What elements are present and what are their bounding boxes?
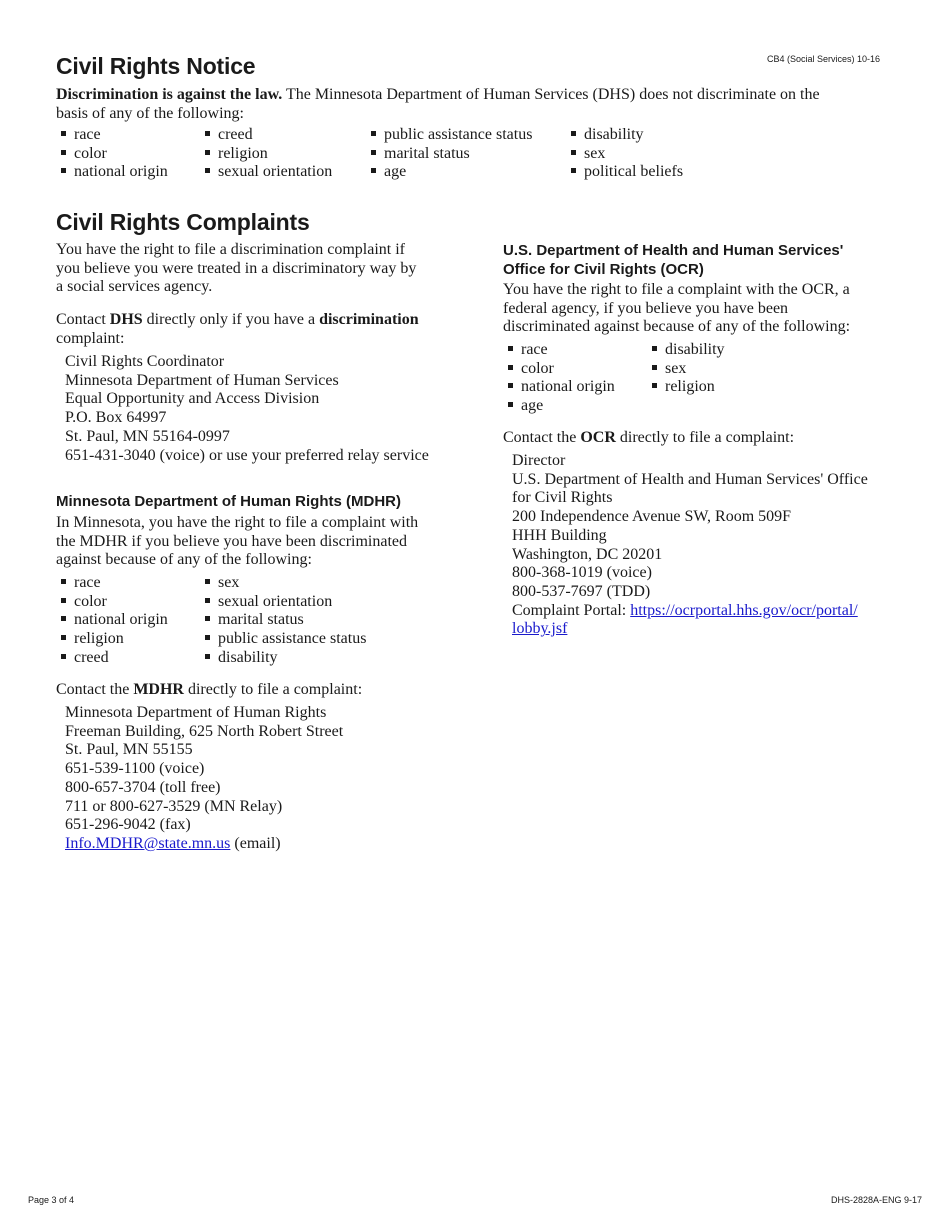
address-line: HHH Building (512, 526, 607, 544)
list-item: marital status (205, 611, 405, 630)
text-line: federal agency, if you believe you have been (503, 299, 789, 317)
text-line: In Minnesota, you have the right to file a complaint with (56, 514, 419, 531)
ocr-portal-link-cont[interactable]: lobby.jsf (512, 620, 568, 638)
mdhr-bases-list (61, 574, 405, 668)
text-line: You have the right to file a complaint with the OCR, a (503, 281, 850, 298)
list-item: color (508, 360, 652, 379)
address-line: St. Paul, MN 55155 (65, 741, 193, 759)
ocr-heading-line-2: Office for Civil Rights (OCR) (503, 261, 704, 278)
address-line: 200 Independence Avenue SW, Room 509F (512, 508, 792, 526)
address-line: 651-539-1100 (voice) (65, 760, 205, 778)
list-item: political beliefs (571, 163, 731, 182)
address-line: 711 or 800-627-3529 (MN Relay) (65, 797, 283, 815)
address-line: U.S. Department of Health and Human Services' Office (512, 470, 868, 488)
email-suffix: (email) (230, 834, 281, 852)
list-item: age (508, 397, 652, 416)
ocr-heading-line-1: U.S. Department of Health and Human Services' (503, 242, 844, 259)
mdhr-intro (56, 514, 466, 570)
address-line: 651-431-3040 (voice) or use your preferred relay service (65, 446, 429, 464)
mdhr-address (65, 704, 465, 854)
lead-bold: Discrimination is against the law. (56, 86, 283, 103)
text-line: you believe you were treated in a discriminatory way by (56, 259, 417, 277)
dhs-bases-list (61, 126, 731, 182)
list-item: disability (205, 649, 405, 668)
list-item: marital status (371, 145, 571, 164)
page-number: Page 3 of 4 (28, 1195, 75, 1205)
list-item: public assistance status (205, 630, 405, 649)
ocr-address (512, 452, 902, 639)
text-line: against because of any of the following: (56, 551, 312, 569)
list-item: age (371, 163, 571, 182)
address-line: 651-296-9042 (fax) (65, 816, 191, 834)
address-line: Minnesota Department of Human Rights (65, 704, 327, 721)
ocr-intro (503, 281, 903, 337)
list-item: national origin (508, 378, 652, 397)
complaints-intro (56, 241, 466, 297)
mdhr-contact-text: Contact the MDHR directly to file a complaint: (56, 681, 363, 698)
bases-col-4 (571, 126, 731, 182)
list-item: national origin (61, 163, 205, 182)
list-item: religion (205, 145, 371, 164)
list-item: creed (205, 126, 371, 145)
list-item: religion (652, 378, 772, 397)
list-item: national origin (61, 611, 205, 630)
text-line: the MDHR if you believe you have been discriminated (56, 532, 408, 550)
dhs-address (65, 353, 465, 465)
list-item: disability (652, 341, 772, 360)
address-line: Equal Opportunity and Access Division (65, 390, 320, 408)
address-line: 800-368-1019 (voice) (512, 564, 652, 582)
document-code: DHS-2828A-ENG 9-17 (830, 1195, 922, 1205)
text-line: discriminated against because of any of the following: (503, 318, 851, 336)
list-item: race (508, 341, 652, 360)
ocr-heading (503, 241, 903, 279)
address-line: 800-537-7697 (TDD) (512, 582, 651, 600)
ocr-contact-text: Contact the OCR directly to file a complaint: (503, 429, 795, 446)
list-item: public assistance status (371, 126, 571, 145)
lead-paragraph (56, 86, 896, 123)
ocr-bases-list (508, 341, 772, 416)
address-line: for Civil Rights (512, 489, 613, 507)
address-line: P.O. Box 64997 (65, 409, 167, 427)
list-item: religion (61, 630, 205, 649)
list-item: color (61, 593, 205, 612)
bases-col-3 (371, 126, 571, 182)
list-item: sex (652, 360, 772, 379)
dhs-contact-text: Contact DHS directly only if you have a discrimination complaint: (56, 311, 419, 347)
address-line: 800-657-3704 (toll free) (65, 778, 221, 796)
ocr-portal-link[interactable]: https://ocrportal.hhs.gov/ocr/portal/ (630, 601, 858, 619)
address-line: Freeman Building, 625 North Robert Street (65, 722, 344, 740)
list-item: race (61, 126, 205, 145)
address-line: St. Paul, MN 55164-0997 (65, 427, 230, 445)
list-item: creed (61, 649, 205, 668)
address-line: Washington, DC 20201 (512, 545, 663, 563)
form-code: CB4 (Social Services) 10-16 (767, 54, 881, 64)
portal-label: Complaint Portal: (512, 601, 631, 619)
lead-rest-2: basis of any of the following: (56, 104, 244, 122)
bases-col-2 (205, 126, 371, 182)
address-line: Director (512, 452, 566, 469)
list-item: color (61, 145, 205, 164)
mdhr-heading: Minnesota Department of Human Rights (MDHR) (56, 493, 401, 510)
address-line: Minnesota Department of Human Services (65, 371, 339, 389)
list-item: sexual orientation (205, 593, 405, 612)
bases-col-1 (61, 126, 205, 182)
page-title: Civil Rights Notice (56, 53, 256, 79)
list-item: sexual orientation (205, 163, 371, 182)
lead-rest-1: The Minnesota Department of Human Services (DHS) does not discriminate on the (282, 86, 820, 103)
list-item: race (61, 574, 205, 593)
text-line: a social services agency. (56, 278, 213, 296)
mdhr-email-link[interactable]: Info.MDHR@state.mn.us (65, 834, 231, 852)
complaints-title: Civil Rights Complaints (56, 209, 310, 235)
list-item: sex (205, 574, 405, 593)
address-line: Civil Rights Coordinator (65, 353, 225, 370)
text-line: You have the right to file a discrimination complaint if (56, 241, 405, 258)
list-item: disability (571, 126, 731, 145)
list-item: sex (571, 145, 731, 164)
